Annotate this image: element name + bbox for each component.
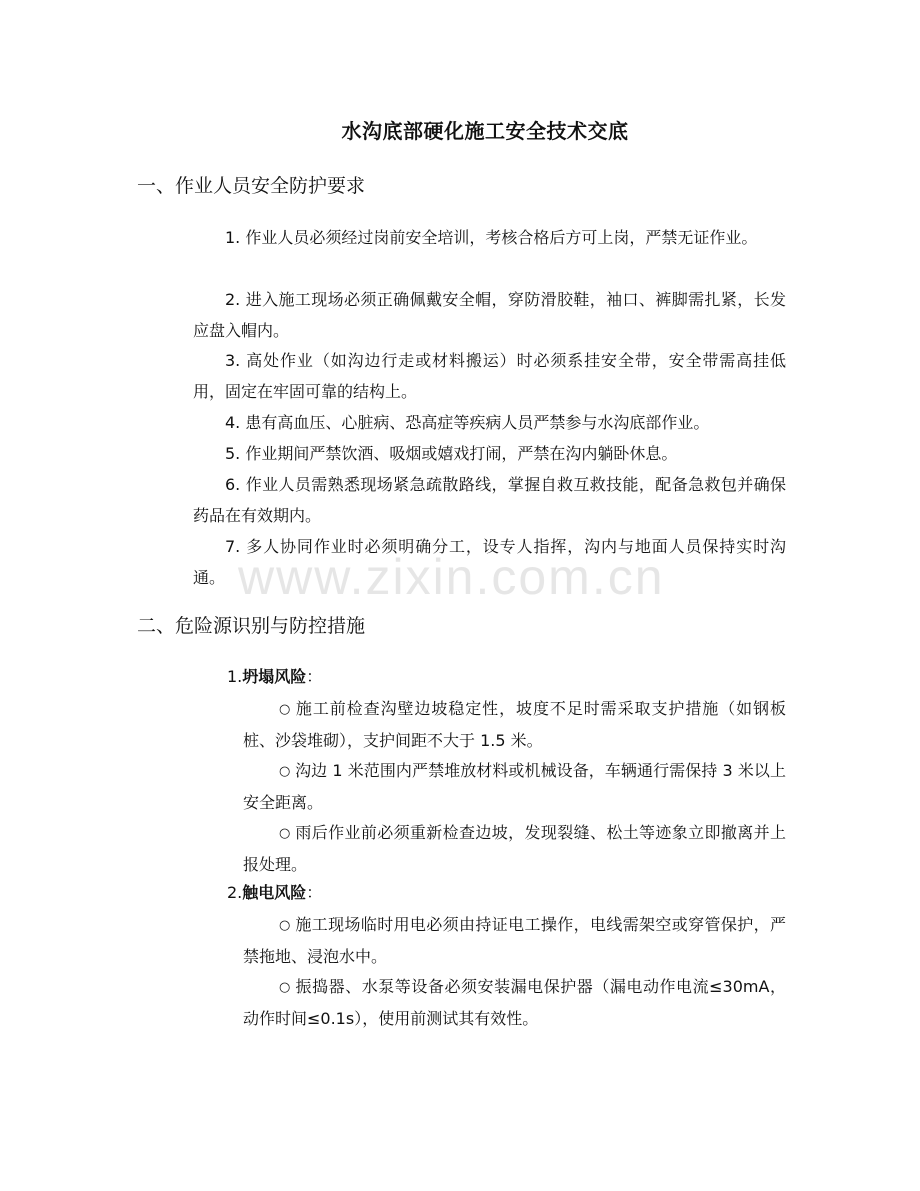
section-heading-1: 一、作业人员安全防护要求 [137,175,366,197]
section1-item-3: 3. 高处作业（如沟边行走或材料搬运）时必须系挂安全带，安全带需高挂低用，固定在牢固可靠的结构上。 [193,351,786,401]
section1-item-7: 7. 多人协同作业时必须明确分工，设专人指挥，沟内与地面人员保持实时沟通。 [193,537,786,587]
risk-group-label: 触电风险 [242,883,307,902]
circle-bullet-icon: ○ [279,980,291,995]
section-heading-2: 二、危险源识别与防控措施 [137,615,366,637]
risk-group-label: 坍塌风险 [242,667,307,686]
risk-group-2-title [227,879,322,907]
section1-item-1: 1. 作业人员必须经过岗前安全培训，考核合格后方可上岗，严禁无证作业。 [225,228,758,247]
risk-group-1-bullet-2 [243,755,786,818]
circle-bullet-icon: ○ [279,918,291,933]
bullet-text: 雨后作业前必须重新检查边坡，发现裂缝、松土等迹象立即撤离并上报处理。 [243,823,786,874]
risk-group-number: 2. [227,883,243,902]
risk-group-1-bullet-3 [243,817,786,880]
risk-group-2-bullet-1 [243,909,786,972]
bullet-text: 施工现场临时用电必须由持证电工操作，电线需架空或穿管保护，严禁拖地、浸泡水中。 [243,915,786,966]
document-title: 水沟底部硬化施工安全技术交底 [341,119,629,143]
bullet-text: 振捣器、水泵等设备必须安装漏电保护器（漏电动作电流≤30mA，动作时间≤0.1s），使用前测试其有效性。 [243,977,786,1028]
bullet-text: 沟边 1 米范围内严禁堆放材料或机械设备，车辆通行需保持 3 米以上安全距离。 [243,761,786,812]
circle-bullet-icon: ○ [279,702,291,717]
section1-item-6: 6. 作业人员需熟悉现场紧急疏散路线，掌握自救互救技能，配备急救包并确保药品在有效期内。 [193,475,786,525]
circle-bullet-icon: ○ [279,826,291,841]
risk-group-colon: ： [306,667,323,686]
bullet-text: 施工前检查沟壁边坡稳定性，坡度不足时需采取支护措施（如钢板桩、沙袋堆砌），支护间距不大于 1.5 米。 [243,699,786,750]
risk-group-1-bullet-1 [243,693,786,756]
section1-item-4: 4. 患有高血压、心脏病、恐高症等疾病人员严禁参与水沟底部作业。 [225,413,710,432]
section1-item-5: 5. 作业期间严禁饮酒、吸烟或嬉戏打闹，严禁在沟内躺卧休息。 [225,444,678,463]
risk-group-number: 1. [227,667,243,686]
risk-group-2-bullet-2 [243,971,786,1034]
risk-group-colon: ： [306,883,323,902]
risk-group-1-title [227,663,322,691]
circle-bullet-icon: ○ [279,764,291,779]
watermark: www.zixin.com.cn [238,549,665,605]
section1-item-2: 2. 进入施工现场必须正确佩戴安全帽，穿防滑胶鞋，袖口、裤脚需扎紧，长发应盘入帽内。 [193,290,786,340]
